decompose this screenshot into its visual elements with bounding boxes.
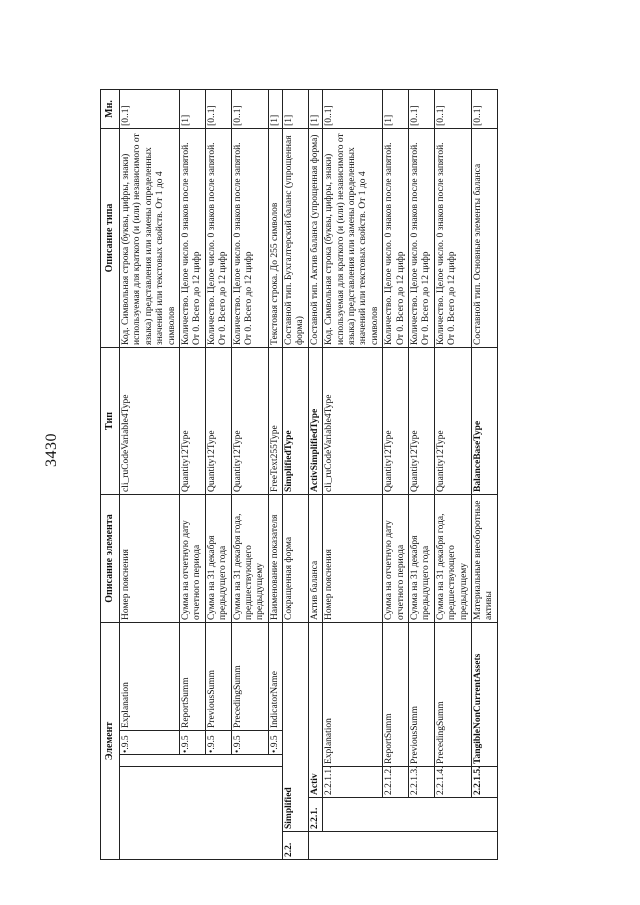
element-code: 2.2.1.1.: [323, 767, 383, 798]
schema-table: [100, 89, 498, 860]
element-type: Quantity12Type: [383, 347, 409, 494]
table-row: [268, 89, 282, 859]
table-row: [120, 89, 180, 859]
table-row: [283, 89, 309, 859]
table-row: [323, 89, 383, 859]
level-marker: •.9.5: [231, 731, 268, 755]
element-description: Сумма на 31 декабря года, предшествующего предыдущему: [231, 494, 268, 622]
element-description: Номер пояснения: [323, 494, 383, 622]
table-row: [471, 89, 497, 859]
cardinality: [1]: [308, 89, 322, 128]
element-description: Сумма на 31 декабря предыдущего года: [205, 494, 231, 622]
type-description: Количество. Целое число. 0 знаков после запятой. От 0. Всего до 12 цифр: [408, 128, 434, 347]
element-type: BalanceBaseType: [471, 347, 497, 494]
element-name: IndicatorName: [268, 622, 282, 730]
type-description: Составной тип. Бухгалтерский баланс (упрощенная форма): [283, 128, 309, 347]
type-description: Код. Символьная строка (буквы, цифры, знаки) используемая для краткого (и (или) независимого от языка) представления или замены определенных значений или текстовых свойств. От 1 до 4 символов: [120, 128, 180, 347]
element-description: Сумма на отчетную дату отчетного периода: [383, 494, 409, 622]
type-description: Количество. Целое число. 0 знаков после запятой. От 0. Всего до 12 цифр: [434, 128, 471, 347]
cardinality: [0..1]: [408, 89, 434, 128]
element-description: Сумма на отчетную дату отчетного периода: [179, 494, 205, 622]
indent-cell: [323, 798, 497, 832]
cardinality: [0..1]: [231, 89, 268, 128]
cardinality: [1]: [283, 89, 309, 128]
level-marker: •.9.5: [179, 731, 205, 755]
element-code: 2.2.1.4.: [434, 767, 471, 798]
element-name: Simplified: [283, 622, 309, 831]
element-name: Explanation: [323, 622, 383, 766]
type-description: Код. Символьная строка (буквы, цифры, знаки) используемая для краткого (и (или) независимого от языка) представления или замены определенных значений или текстовых свойств. От 1 до 4 символов: [323, 128, 383, 347]
rotated-page-content: [100, 90, 525, 860]
element-code: 2.2.1.3.: [408, 767, 434, 798]
type-description: Текстовая строка. До 255 символов: [268, 128, 282, 347]
element-name: PrecedingSumm: [231, 622, 268, 730]
element-type: Quantity12Type: [408, 347, 434, 494]
element-name: PrecedingSumm: [434, 622, 471, 766]
element-name: PreviousSumm: [408, 622, 434, 766]
cardinality: [0..1]: [323, 89, 383, 128]
level-marker: •.9.5: [268, 731, 282, 755]
cardinality: [1]: [179, 89, 205, 128]
header-type-description: Описание типа: [101, 128, 120, 347]
header-description: Описание элемента: [101, 494, 120, 622]
element-name: PreviousSumm: [205, 622, 231, 730]
page-number: 3430: [43, 433, 60, 467]
element-name: TangibleNonCurrentAssets: [471, 622, 497, 766]
element-type: Quantity12Type: [434, 347, 471, 494]
indent-cell: [308, 832, 497, 860]
element-description: Актив баланса: [308, 494, 322, 622]
type-description: Количество. Целое число. 0 знаков после запятой. От 0. Всего до 12 цифр: [205, 128, 231, 347]
table-row: [434, 89, 471, 859]
element-description: Наименование показателя: [268, 494, 282, 622]
header-element: Элемент: [101, 622, 120, 859]
indent-cell: [120, 767, 283, 860]
indent-cell: [120, 755, 283, 767]
cardinality: [0..1]: [471, 89, 497, 128]
element-type: ActivSimplifiedType: [308, 347, 322, 494]
cardinality: [0..1]: [120, 89, 180, 128]
header-type: Тип: [101, 347, 120, 494]
element-description: Сумма на 31 декабря предыдущего года: [408, 494, 434, 622]
element-code: 2.2.1.: [308, 798, 322, 832]
element-type: FreeText255Type: [268, 347, 282, 494]
type-description: Количество. Целое число. 0 знаков после запятой. От 0. Всего до 12 цифр: [179, 128, 205, 347]
type-description: Составной тип. Актив баланса (упрощенная форма): [308, 128, 322, 347]
element-type: Quantity12Type: [179, 347, 205, 494]
table-row: [383, 89, 409, 859]
element-name: Explanation: [120, 622, 180, 730]
type-description: Составной тип. Основные элементы баланса: [471, 128, 497, 347]
table-row: [308, 89, 322, 859]
element-name: ReportSumm: [383, 622, 409, 766]
table-row: [408, 89, 434, 859]
element-type: cli_ruCodeVariable4Type: [323, 347, 383, 494]
element-type: Quantity12Type: [205, 347, 231, 494]
table-row: [231, 89, 268, 859]
element-description: Материальные внеоборотные активы: [471, 494, 497, 622]
element-code: 2.2.1.5.: [471, 767, 497, 798]
element-description: Сумма на 31 декабря года, предшествующего предыдущему: [434, 494, 471, 622]
element-name: Activ: [308, 622, 322, 797]
element-type: SimplifiedType: [283, 347, 309, 494]
element-name: ReportSumm: [179, 622, 205, 730]
element-description: Сокращенная форма: [283, 494, 309, 622]
cardinality: [1]: [383, 89, 409, 128]
header-cardinality: Мн.: [101, 89, 120, 128]
element-description: Номер пояснения: [120, 494, 180, 622]
element-code: 2.2.: [283, 832, 309, 860]
header-row: [101, 89, 120, 859]
element-type: cli_ruCodeVariable4Type: [120, 347, 180, 494]
table-row: [179, 89, 205, 859]
cardinality: [0..1]: [434, 89, 471, 128]
type-description: Количество. Целое число. 0 знаков после запятой. От 0. Всего до 12 цифр: [231, 128, 268, 347]
cardinality: [0..1]: [205, 89, 231, 128]
level-marker: •.9.5: [120, 731, 180, 755]
level-marker: •.9.5: [205, 731, 231, 755]
table-row: [205, 89, 231, 859]
element-type: Quantity12Type: [231, 347, 268, 494]
type-description: Количество. Целое число. 0 знаков после запятой. От 0. Всего до 12 цифр: [383, 128, 409, 347]
element-code: 2.2.1.2.: [383, 767, 409, 798]
cardinality: [1]: [268, 89, 282, 128]
